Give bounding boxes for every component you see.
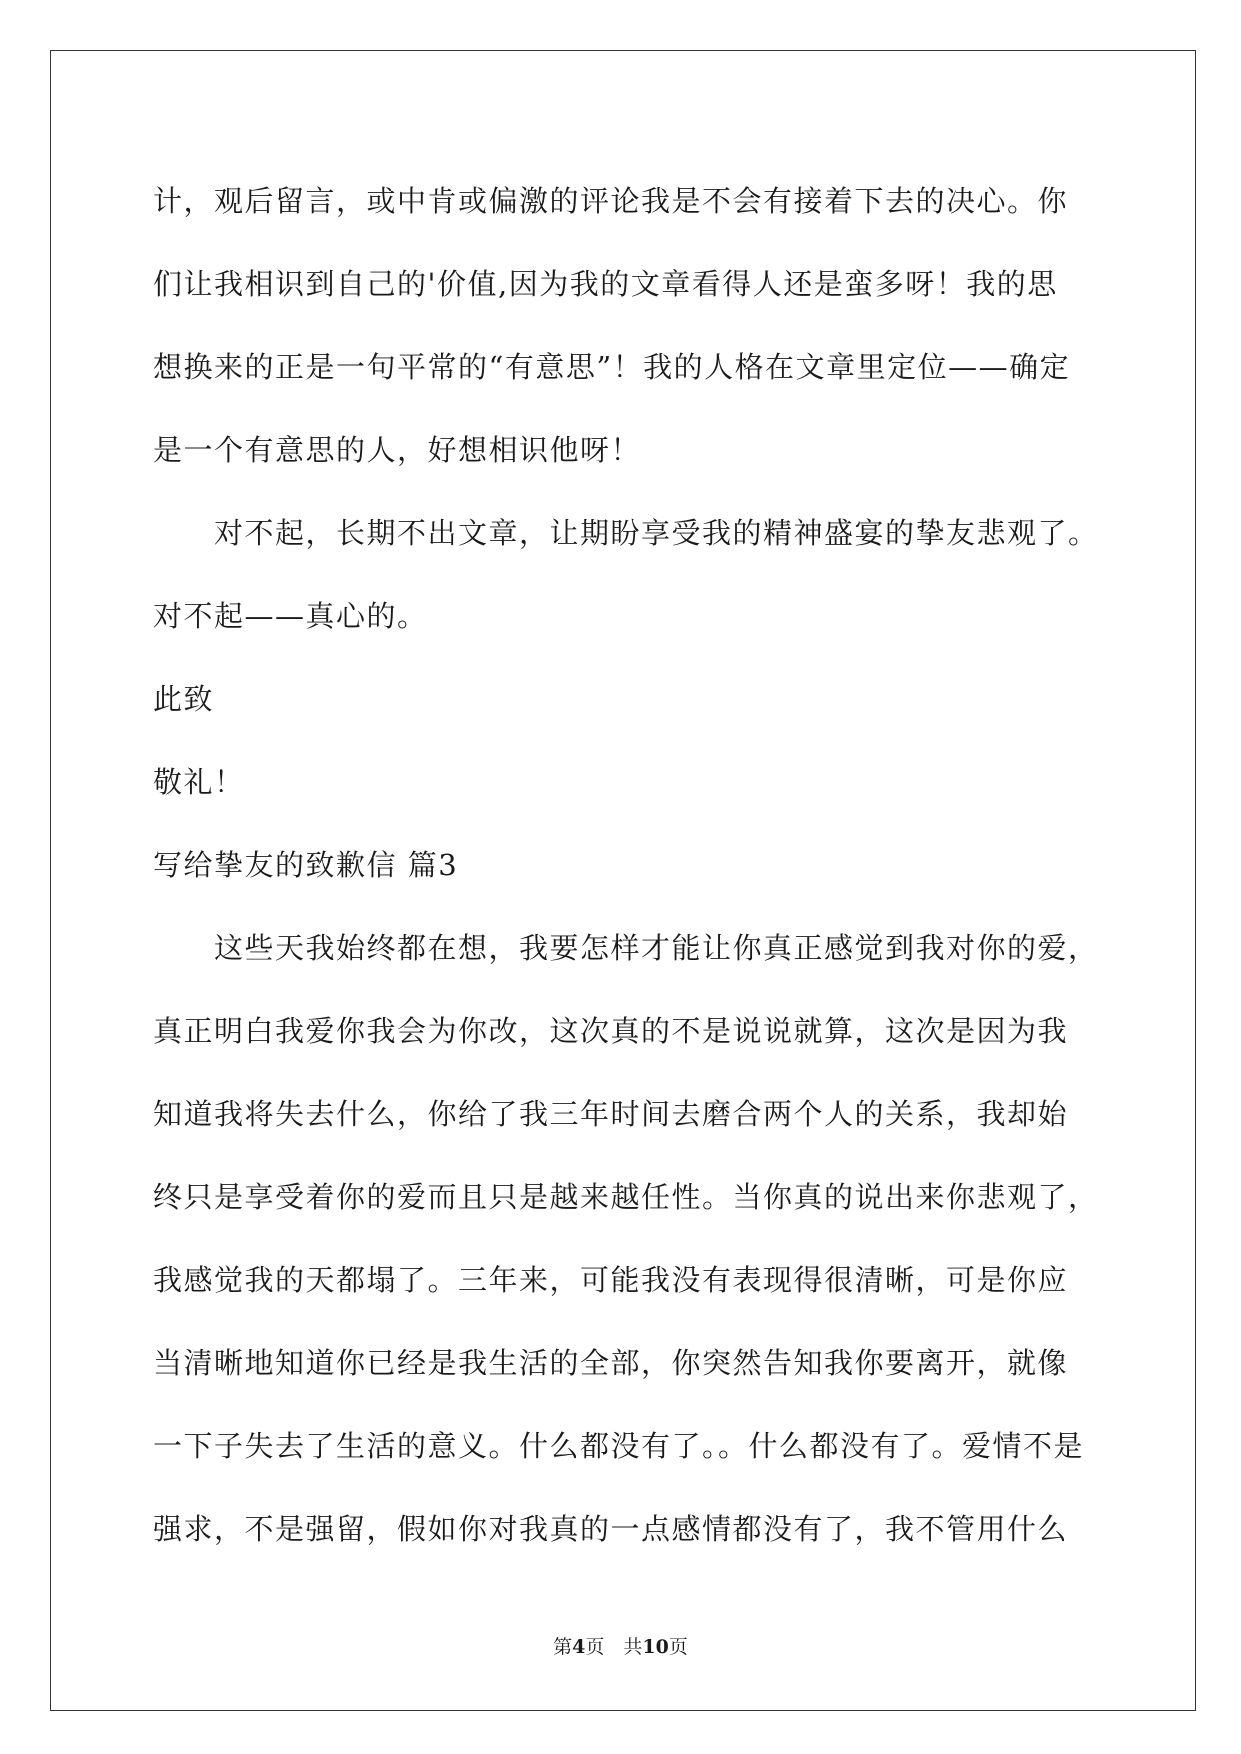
text-line: 对不起——真心的。 [153, 599, 428, 633]
footer-middle: 页 共 [585, 1636, 643, 1658]
paragraph-start-line: 对不起，长期不出文章，让期盼享受我的精神盛宴的挚友悲观了。 [214, 516, 1099, 550]
document-body [153, 160, 1099, 1571]
text-line: 们让我相识到自己的'价值,因为我的文章看得人还是蛮多呀！我的思 [153, 267, 1058, 301]
text-line: 知道我将失去什么，你给了我三年时间去磨合两个人的关系，我却始 [153, 1097, 1069, 1131]
closing-regards: 敬礼！ [153, 765, 245, 799]
closing-salutation: 此致 [153, 682, 215, 716]
section-heading: 写给挚友的致歉信 篇3 [153, 848, 459, 882]
text-line: 我感觉我的天都塌了。三年来，可能我没有表现得很清晰，可是你应 [153, 1263, 1069, 1297]
text-line: 计，观后留言，或中肯或偏激的评论我是不会有接着下去的决心。你 [153, 184, 1069, 218]
text-line: 终只是享受着你的爱而且只是越来越任性。当你真的说出来你悲观了， [153, 1180, 1099, 1214]
current-page-number: 4 [572, 1636, 586, 1658]
page-footer [0, 1632, 1241, 1659]
text-line: 想换来的正是一句平常的“有意思”！我的人格在文章里定位——确定 [153, 350, 1071, 384]
text-line: 强求，不是强留，假如你对我真的一点感情都没有了，我不管用什么 [153, 1512, 1069, 1546]
footer-suffix: 页 [668, 1636, 688, 1658]
text-line: 一下子失去了生活的意义。什么都没有了。。什么都没有了。爱情不是 [153, 1429, 1085, 1463]
total-page-count: 10 [642, 1636, 669, 1658]
text-line: 当清晰地知道你已经是我生活的全部，你突然告知我你要离开，就像 [153, 1346, 1069, 1380]
text-line: 真正明白我爱你我会为你改，这次真的不是说说就算，这次是因为我 [153, 1014, 1069, 1048]
paragraph-start-line: 这些天我始终都在想，我要怎样才能让你真正感觉到我对你的爱， [214, 931, 1099, 965]
footer-prefix: 第 [553, 1636, 573, 1658]
text-line: 是一个有意思的人，好想相识他呀！ [153, 433, 642, 467]
